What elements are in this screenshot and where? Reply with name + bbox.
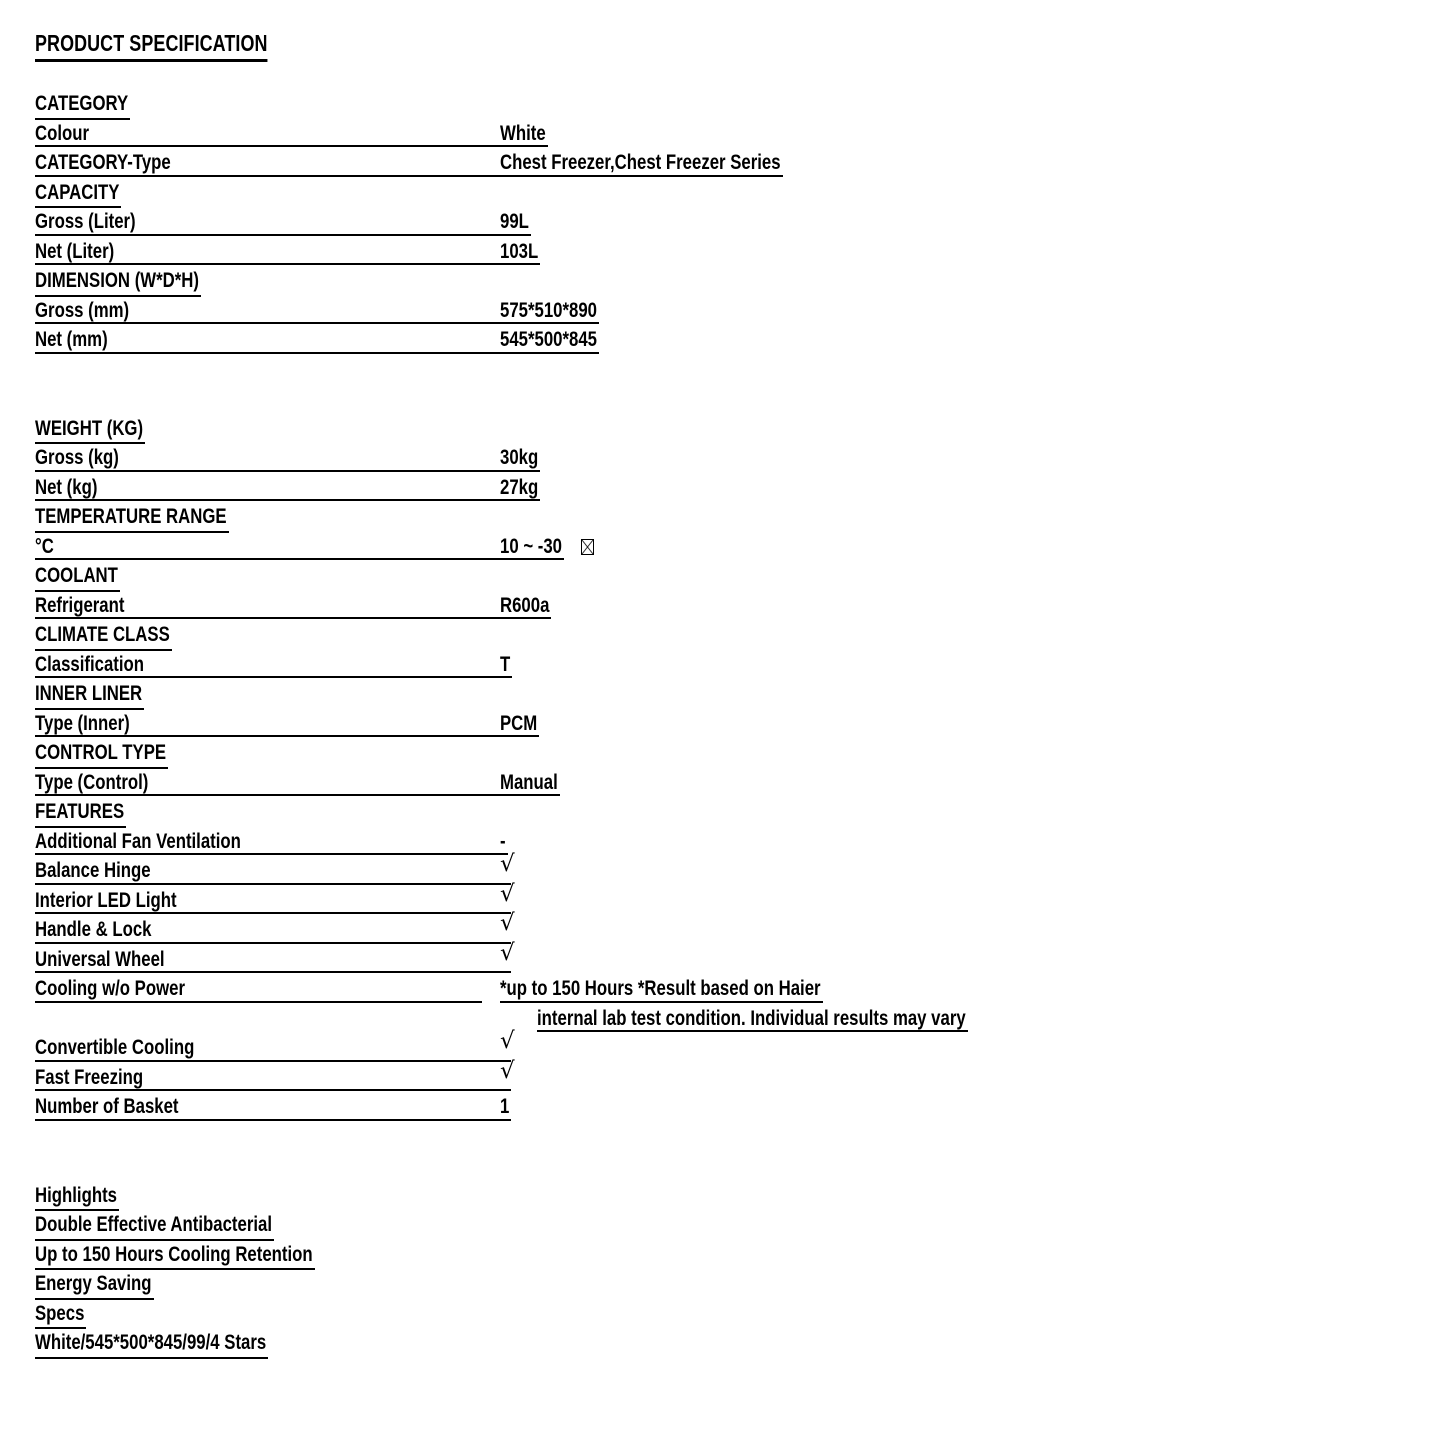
highlight-item: [35, 1271, 154, 1301]
highlight-item-underline: [35, 1212, 274, 1241]
section-header-label: CAPACITY: [35, 179, 120, 204]
spec-row-value-text: 27kg: [500, 474, 539, 499]
spec-row-label: [35, 121, 548, 148]
spec-row-value-text: T: [500, 651, 511, 676]
spec-row: [35, 1057, 1235, 1095]
section-header-label: TEMPERATURE RANGE: [35, 504, 227, 528]
spec-row-value: [500, 976, 823, 1003]
spec-row-value-text: 1: [500, 1094, 510, 1118]
section-header-label: COOLANT: [35, 563, 118, 587]
section-header-temperature-range: [35, 504, 229, 534]
spec-row-value-text: Manual: [500, 769, 558, 794]
spec-row: [35, 939, 1235, 977]
spec-row-label: [35, 534, 564, 561]
spec-row: [35, 239, 1235, 269]
spec-row: [35, 851, 1235, 888]
spec-row-label: [35, 445, 540, 472]
spec-row-value: [500, 939, 522, 974]
specs-value-underline: [35, 1330, 268, 1359]
spec-row: [35, 298, 1235, 328]
checkmark-icon: √: [500, 939, 515, 966]
highlights-heading-text: Highlights: [35, 1182, 117, 1207]
page-title: [35, 30, 268, 62]
spec-row-label-text: Universal Wheel: [35, 946, 165, 971]
section-header-capacity: [35, 180, 121, 210]
spec-row-label: [35, 209, 531, 236]
spec-row-label-text: Gross (Liter): [35, 209, 136, 233]
highlight-item-underline: [35, 1271, 154, 1300]
highlight-item: [35, 1212, 274, 1242]
spec-row-label: [35, 888, 511, 915]
spec-row-label: [35, 652, 512, 679]
spec-row-label-text: Cooling w/o Power: [35, 976, 186, 1000]
spec-row-label-text: CATEGORY-Type: [35, 150, 171, 174]
specs-heading-text: Specs: [35, 1300, 85, 1325]
spec-row: [35, 534, 1235, 564]
spec-row: [35, 829, 1235, 859]
spec-row-label-text: Number of Basket: [35, 1094, 179, 1118]
spec-row-value: [500, 239, 540, 266]
section-header-label: WEIGHT (KG): [35, 415, 144, 440]
section-header-label: CLIMATE CLASS: [35, 622, 170, 646]
highlight-item-text: Energy Saving: [35, 1271, 152, 1295]
spec-row-value: [500, 298, 599, 325]
spec-row-label-text: Refrigerant: [35, 592, 125, 617]
section-header-underline: [35, 563, 120, 592]
spec-row: [35, 475, 1235, 505]
spec-row-label-text: Type (Inner): [35, 710, 130, 735]
section-header-underline: [35, 622, 172, 651]
spec-row-value: [500, 475, 540, 502]
spec-row-label-text: Fast Freezing: [35, 1064, 144, 1089]
checkmark-icon: √: [500, 910, 515, 936]
section-header-label: INNER LINER: [35, 681, 143, 705]
spec-row-label-text: Balance Hinge: [35, 858, 151, 882]
section-header-dimension-w-d-h: [35, 268, 201, 298]
section-header-label: DIMENSION (W*D*H): [35, 268, 199, 292]
spec-row-label-text: Interior LED Light: [35, 887, 177, 912]
spec-row-label-text: Classification: [35, 651, 145, 676]
spec-row-value: [500, 1094, 511, 1121]
section-header-label: FEATURES: [35, 799, 125, 823]
spec-row-value-text: 103L: [500, 238, 539, 263]
section-header-underline: [35, 504, 229, 533]
spec-row-label: [35, 593, 551, 620]
spec-row-value-text: 99L: [500, 209, 529, 233]
spec-row-value: [500, 121, 548, 148]
section-header-label: CATEGORY: [35, 91, 129, 115]
spec-row-label-text: Additional Fan Ventilation: [35, 828, 241, 853]
checkmark-icon: √: [500, 1028, 515, 1054]
spec-row-value: [500, 150, 783, 177]
spec-row-label-text: Colour: [35, 120, 90, 145]
section-header-climate-class: [35, 622, 172, 652]
section-header-features: [35, 799, 126, 829]
spec-row: [35, 910, 1235, 947]
spec-row-label-text: Net (mm): [35, 327, 108, 351]
section-header-weight-kg: [35, 416, 145, 446]
section-header-label: CONTROL TYPE: [35, 740, 167, 764]
spec-row-value-text: Chest Freezer,Chest Freezer Series: [500, 150, 781, 174]
section-header-inner-liner: [35, 681, 144, 711]
spec-row-value: [500, 534, 579, 561]
spec-row-label: [35, 858, 511, 885]
spec-row-label: [35, 829, 508, 856]
spec-row: [35, 1094, 1235, 1124]
section-header-underline: [35, 740, 168, 769]
section-header-underline: [35, 416, 145, 445]
spec-row-label-text: Type (Control): [35, 769, 149, 794]
spec-row: [35, 1028, 1235, 1065]
spec-row-value: [500, 1057, 522, 1092]
spec-row-value-text: 30kg: [500, 445, 539, 469]
spec-row-value-continued-text: internal lab test condition. Individual results may vary: [537, 1005, 966, 1030]
page-title-text: PRODUCT SPECIFICATION: [35, 30, 268, 62]
spec-row-label-text: °C: [35, 533, 54, 558]
spec-row-label-text: Net (kg): [35, 474, 98, 499]
spec-row-value-text: -: [500, 828, 506, 853]
highlights-heading-underline: [35, 1183, 119, 1212]
specs-value: [35, 1330, 268, 1360]
spec-row: [35, 150, 1235, 180]
spec-row-label: [35, 475, 540, 502]
section-header-underline: [35, 180, 121, 209]
spec-row-label: [35, 1065, 511, 1092]
spec-row-value: [500, 652, 512, 679]
spec-row-value-text: White: [500, 120, 546, 145]
checkmark-icon: √: [500, 851, 515, 877]
specs-heading: [35, 1301, 86, 1331]
section-header-coolant: [35, 563, 120, 593]
specs-value-text: White/545*500*845/99/4 Stars: [35, 1330, 267, 1354]
spec-row-label: [35, 917, 511, 944]
checkmark-icon: √: [500, 1057, 515, 1084]
section-header-control-type: [35, 740, 168, 770]
spec-row: [35, 711, 1235, 741]
spec-row-label: [35, 711, 539, 738]
spec-row: [35, 121, 1235, 151]
spec-row-label: [35, 947, 511, 974]
spec-row: [35, 652, 1235, 682]
spec-row-label: [35, 1035, 511, 1062]
checkmark-icon: √: [500, 880, 515, 907]
spec-row-label: [35, 1094, 511, 1121]
highlight-item: [35, 1242, 315, 1272]
spec-row-label-text: Convertible Cooling: [35, 1035, 195, 1059]
spec-row-label: [35, 976, 482, 1003]
spec-row-label-text: Handle & Lock: [35, 917, 152, 941]
spec-row-label-text: Net (Liter): [35, 238, 115, 263]
spec-row-value: [500, 445, 540, 472]
spec-row-value-text: 545*500*845: [500, 327, 598, 351]
section-header-underline: [35, 799, 126, 828]
spec-row-value: [500, 593, 551, 620]
spec-row-value-text: 575*510*890: [500, 297, 598, 322]
spec-row: [35, 976, 1235, 1030]
spec-row-value-text: R600a: [500, 592, 550, 617]
spec-row-value: [500, 770, 560, 797]
spec-row: [35, 209, 1235, 239]
section-header-underline: [35, 91, 130, 120]
spec-row: [35, 593, 1235, 623]
spec-row-label: [35, 239, 540, 266]
spec-row-label-text: Gross (mm): [35, 297, 130, 322]
spec-row-value: [500, 327, 599, 354]
highlight-item-text: Double Effective Antibacterial: [35, 1212, 273, 1236]
spec-row: [35, 770, 1235, 800]
spec-row: [35, 445, 1235, 475]
highlight-item-underline: [35, 1242, 315, 1271]
spec-row: [35, 880, 1235, 918]
section-header-underline: [35, 681, 144, 710]
spec-row-value-text: 10 ~ -30: [500, 533, 563, 558]
section-header-underline: [35, 268, 201, 297]
highlights-heading: [35, 1183, 119, 1213]
spec-row-value-continued: [537, 1006, 968, 1033]
spec-row-value-text: PCM: [500, 710, 538, 735]
spec-row-value-text: *up to 150 Hours *Result based on Haier: [500, 976, 821, 1000]
spec-row: [35, 327, 1235, 357]
spec-row-value: [500, 209, 531, 236]
spec-row-label: [35, 770, 560, 797]
highlight-item-text: Up to 150 Hours Cooling Retention: [35, 1241, 313, 1266]
specs-heading-underline: [35, 1301, 86, 1330]
missing-glyph-icon: [581, 539, 594, 555]
section-header-category: [35, 91, 130, 121]
spec-row-value: [500, 711, 539, 738]
spec-row-label-text: Gross (kg): [35, 445, 119, 469]
